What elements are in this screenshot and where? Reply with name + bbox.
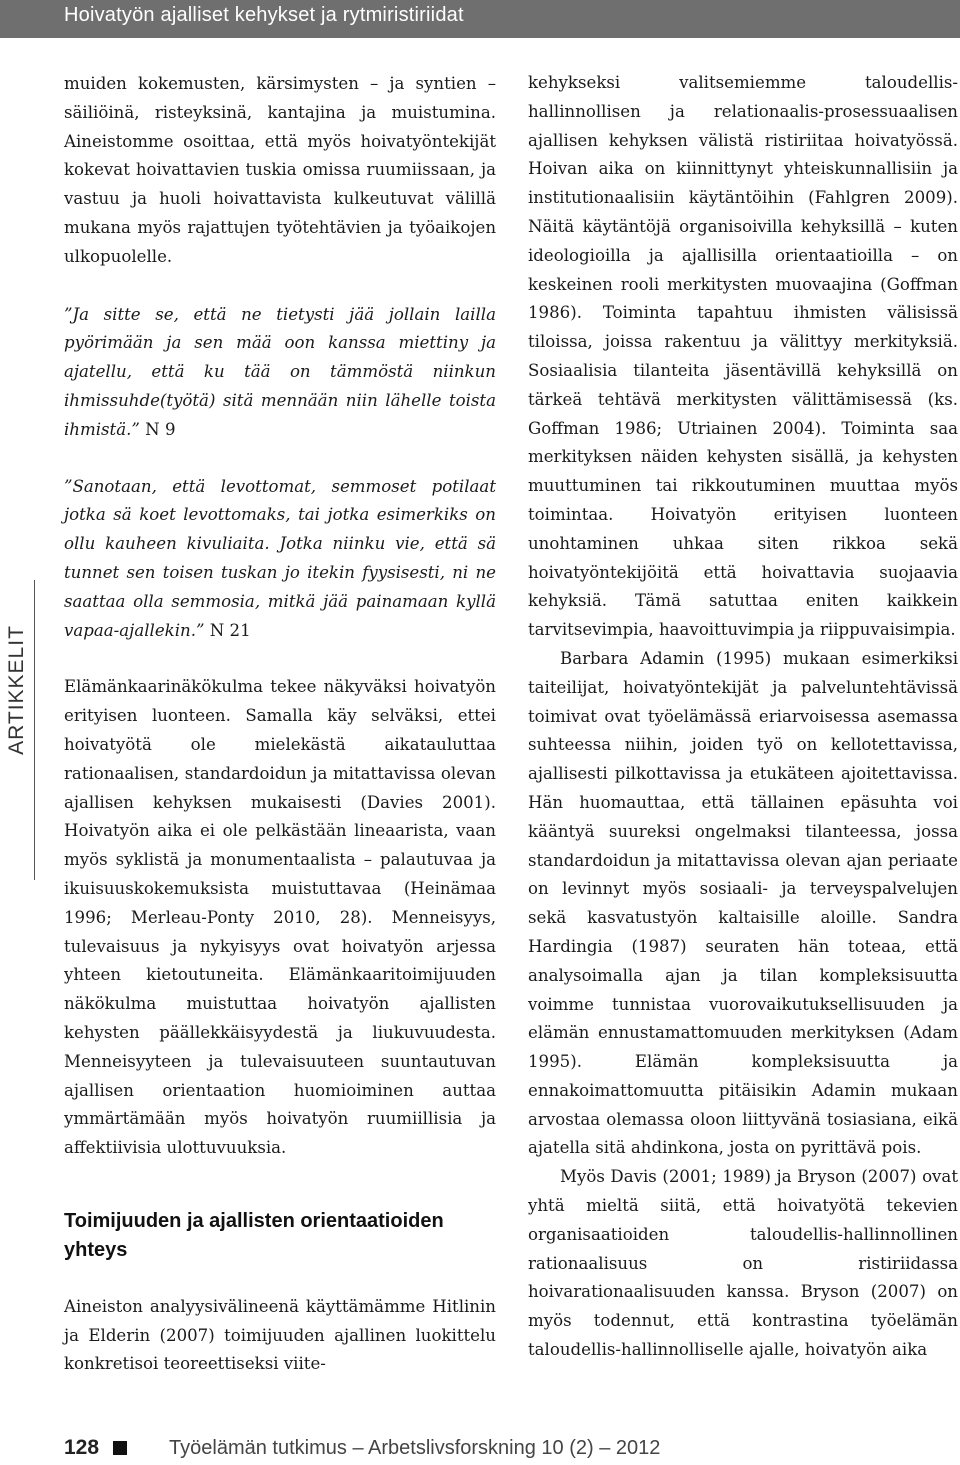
quote-2-text: ”Sanotaan, että levottomat, semmoset potilaat jotka sä koet levottomaks, tai jotka esimerkiks on ollu kauheen kivuliaita. Jotka niinku vie, että sä tunnet sen toisen tuskan jo itekin fyysisesti, ni ne saattaa olla semmosia, mitkä jää painamaan kyllä vapaa-ajallekin.” — [64, 476, 496, 640]
interview-quote-2 — [64, 473, 496, 646]
right-paragraph-2: Barbara Adamin (1995) mukaan esimerkiksi taiteilijat, hoivatyöntekijät ja palveluntehtävissä toimivat ovat työelämässä eriarvoisessa asemassa suhteessa niihin, joiden työ on kellotettavissa, ajallisesti pilkottavissa ja etukäteen ajoitettavissa. Hän huomauttaa, että tällainen epäsuhta voi kääntyä suureksi ongelmaksi tilanteessa, jossa standardoidun ja mitattavissa olevan ajan periaate on levinnyt myös sosiaali- ja terveyspalvelujen sekä kasvatustyön kaltaisille aloille. Sandra Hardingia (1987) seuraten hän toteaa, että analysoimalla ajan ja tilan kompleksisuutta voimme tunnistaa vuorovaikutuksellisuuden ja elämän ennustamattomuuden merkityksen (Adam 1995). Elämän kompleksisuutta ja ennakoimattomuutta pitäisikin Adamin mukaan arvostaa olemassa oloon liittyvänä tosiasiana, eikä ajatella sitä ahdinkona, josta on pyrittävä pois. — [528, 648, 958, 1158]
page-footer — [64, 1436, 660, 1460]
left-paragraph-3: Aineiston analyysivälineenä käyttämämme Hitlinin ja Elderin (2007) toimijuuden ajallinen luokittelu konkretisoi teoreettiseksi viite- — [64, 1296, 496, 1374]
section-tab-label: ARTIKKELIT — [5, 625, 28, 755]
left-paragraph-1: muiden kokemusten, kärsimysten – ja syntien – säiliöinä, risteyksinä, kantajina ja muistumina. Aineistomme osoittaa, että myös hoivatyöntekijät kokevat hoivattavien tuskia omissa ruumiissaan, ja vastuu ja huoli hoivattavista kulkeutuvat välillä mukana myös rajattujen työtehtävien ja työaikojen ulkopuolelle. — [64, 74, 496, 266]
quote-1-reference: N 9 — [139, 419, 176, 439]
right-paragraph-1: kehykseksi valitsemiemme taloudellis-hallinnollisen ja relationaalis-prosessuaalisen ajallisen kehyksen välistä ristiriitaa hoivatyössä. Hoivan aika on kiinnittynyt yhteiskunnallisiin ja institutionaalisiin käytäntöihin (Fahlgren 2009). Näitä käytäntöjä organisoivilla kehyksillä – kuten ideologioilla ja ajallisilla orientaatioilla – on keskeinen rooli merkitysten muovaajina (Goffman 1986). Toiminta tapahtuu ihmisten välisissä tiloissa, joissa rakentuu ja välittyy merkityksiä. Sosiaalisia tilanteita jäsentävillä kehyksillä on tärkeä tehtävä merkitysten välittämisessä (ks. Goffman 1986; Utriainen 2004). Toiminta saa merkityksen näiden kehysten sisällä, ja kehysten muuttuminen tai rikkoutuminen muuttaa myös toimintaa. Hoivatyön erityisen luonteen unohtaminen uhkaa siten rikkoa sekä hoivatyöntekijöitä että hoivattavia suojaavia kehyksiä. Tämä satuttaa eniten kaikkein tarvitsevimpia, haavoittuvimpia ja riippuvaisimpia. — [528, 73, 958, 640]
running-header-title: Hoivatyön ajalliset kehykset ja rytmiristiriidat — [64, 4, 464, 26]
quote-1-text: ”Ja sitte se, että ne tietysti jää jollain lailla pyörimään ja sen mää oon kanssa miettiny ja ajatellu, että ku tää on tämmöstä niinkun ihmissuhde(työtä) sitä mennään niin lähelle toista ihmistä.” — [64, 304, 496, 439]
quote-2-reference: N 21 — [204, 620, 251, 640]
right-column — [528, 69, 958, 1365]
right-paragraph-3: Myös Davis (2001; 1989) ja Bryson (2007) ovat yhtä mieltä siitä, että hoivatyötä tekevien organisaatioiden taloudellis-hallinnollinen rationaalisuus on ristiriidassa hoivarationaalisuuden kanssa. Bryson (2007) on myös todennut, että kontrastina työelämän taloudellis-hallinnolliselle ajalle, hoivatyön aika — [528, 1167, 958, 1360]
square-icon — [113, 1441, 127, 1455]
interview-quote-1 — [64, 301, 496, 445]
running-header — [0, 0, 960, 38]
journal-citation: Työelämän tutkimus – Arbetslivsforskning 10 (2) – 2012 — [169, 1436, 661, 1459]
left-paragraph-2: Elämänkaarinäkökulma tekee näkyväksi hoivatyön erityisen luonteen. Samalla käy selväksi, ettei hoivatyötä ole mielekästä aikatauluttaa rationaalisen, standardoidun ja mitattavissa olevan ajallisen kehyksen mukaisesti (Davies 2001). Hoivatyön aika ei ole pelkästään lineaarista, vaan myös syklistä ja monumentaalista – palautuvaa ja ikuisuuskokemuksista muistuttavaa (Heinämaa 1996; Merleau-Ponty 2010, 28). Menneisyys, tulevaisuus ja nykyisyys ovat hoivatyön arjessa yhteen kietoutuneita. Elämänkaaritoimijuuden näkökulma muistuttaa hoivatyön ajallisten kehysten päällekkäisyydestä ja liukuvuudesta. Menneisyyteen ja tulevaisuuteen suuntautuvan ajallisen orientaation huomioiminen auttaa ymmärtämään myös hoivatyön ruumiillisia ja affektiivisia ulottuvuuksia. — [64, 677, 496, 1158]
left-column — [64, 70, 496, 1379]
page-number: 128 — [64, 1436, 100, 1459]
section-heading: Toimijuuden ja ajallisten orientaatioiden yhteys — [64, 1209, 444, 1261]
